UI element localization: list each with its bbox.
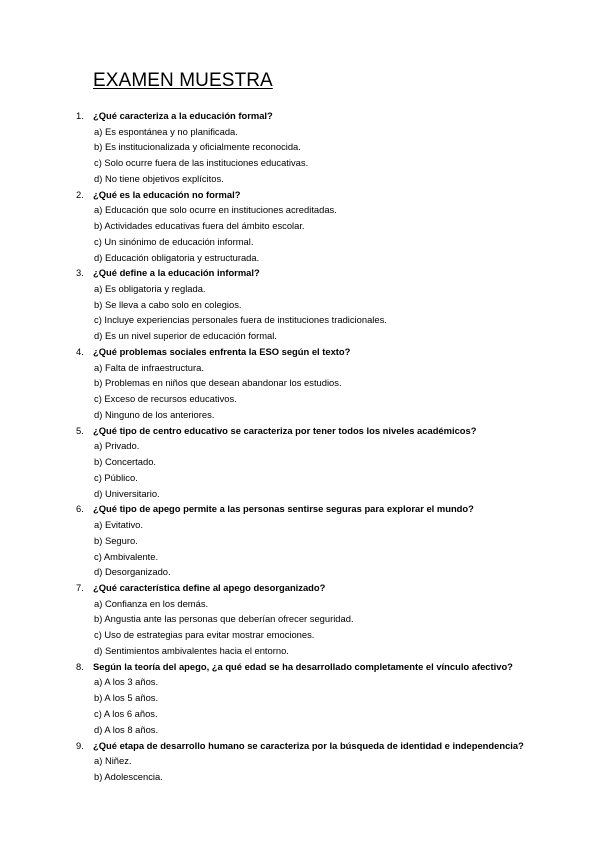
question-item (0, 580, 600, 596)
answer-option (0, 218, 600, 234)
question-number: 5. (76, 424, 84, 436)
answer-option-text: c) Un sinónimo de educación informal. (94, 235, 254, 247)
answer-option (0, 281, 600, 297)
question-item (0, 501, 600, 517)
question-number: 9. (76, 739, 84, 751)
answer-option-text: a) Evitativo. (94, 518, 143, 530)
answer-option-text: b) Seguro. (94, 534, 138, 546)
answer-option (0, 234, 600, 250)
answer-option-text: b) Adolescencia. (94, 770, 163, 782)
answer-option (0, 155, 600, 171)
answer-option-text: c) Público. (94, 471, 138, 483)
question-item (0, 265, 600, 281)
answer-option (0, 312, 600, 328)
answer-option (0, 375, 600, 391)
answer-option (0, 643, 600, 659)
answer-option-text: d) No tiene objetivos explícitos. (94, 172, 224, 184)
answer-option (0, 360, 600, 376)
answer-option (0, 139, 600, 155)
question-text: ¿Qué tipo de centro educativo se caracteriza por tener todos los niveles académicos? (93, 424, 477, 436)
question-number: 1. (76, 110, 84, 121)
answer-option-text: c) Solo ocurre fuera de las instituciones educativas. (94, 157, 309, 169)
answer-option-text: a) Es obligatoria y reglada. (94, 282, 206, 294)
question-item (0, 738, 600, 754)
answer-option-text: b) Concertado. (94, 456, 157, 468)
answer-option (0, 202, 600, 218)
question-list (0, 108, 600, 785)
question-text: ¿Qué tipo de apego permite a las personas sentirse seguras para explorar el mundo? (93, 503, 474, 515)
answer-option-text: d) Desorganizado. (94, 566, 171, 578)
answer-option-text: d) Sentimientos ambivalentes hacia el entorno. (94, 645, 289, 657)
answer-option-text: d) A los 8 años. (94, 723, 159, 735)
answer-option (0, 564, 600, 580)
question-item (0, 659, 600, 675)
answer-option-text: d) Educación obligatoria y estructurada. (94, 251, 260, 263)
answer-option (0, 517, 600, 533)
answer-option (0, 549, 600, 565)
question-text: ¿Qué etapa de desarrollo humano se caracteriza por la búsqueda de identidad e independencia? (93, 739, 524, 751)
answer-option (0, 627, 600, 643)
question-text: ¿Qué es la educación no formal? (93, 188, 241, 200)
question-text: ¿Qué define a la educación informal? (93, 267, 260, 279)
question-block (0, 501, 600, 580)
answer-option-text: b) A los 5 años. (94, 692, 159, 704)
answer-option-text: c) A los 6 años. (94, 707, 158, 719)
question-item (0, 108, 600, 124)
answer-option-text: b) Se lleva a cabo solo en colegios. (94, 298, 242, 310)
question-number: 4. (76, 346, 84, 358)
question-block (0, 423, 600, 502)
answer-option-text: a) Es espontánea y no planificada. (94, 125, 238, 137)
question-text: Según la teoría del apego, ¿a qué edad se ha desarrollado completamente el vínculo afectivo? (93, 660, 513, 672)
answer-option (0, 722, 600, 738)
question-block (0, 187, 600, 266)
answer-option-text: d) Es un nivel superior de educación formal. (94, 330, 277, 342)
answer-option-text: d) Ninguno de los anteriores. (94, 408, 215, 420)
question-item (0, 423, 600, 439)
answer-option-text: b) Angustia ante las personas que deberían ofrecer seguridad. (94, 613, 354, 625)
answer-option-text: a) Niñez. (94, 755, 132, 766)
answer-option-text: b) Problemas en niños que desean abandonar los estudios. (94, 377, 342, 389)
question-number: 7. (76, 582, 84, 594)
answer-option (0, 769, 600, 785)
question-block (0, 108, 600, 187)
answer-option-text: c) Incluye experiencias personales fuera de instituciones tradicionales. (94, 314, 387, 326)
question-block (0, 659, 600, 738)
question-number: 3. (76, 267, 84, 279)
question-text: ¿Qué problemas sociales enfrenta la ESO según el texto? (93, 346, 351, 358)
question-number: 8. (76, 660, 84, 672)
answer-option-text: d) Universitario. (94, 487, 160, 499)
question-block (0, 265, 600, 344)
answer-option-text: a) Privado. (94, 440, 140, 452)
answer-option-text: c) Exceso de recursos educativos. (94, 393, 237, 405)
answer-option (0, 470, 600, 486)
answer-option (0, 690, 600, 706)
answer-option (0, 753, 600, 769)
question-item (0, 344, 600, 360)
answer-option (0, 454, 600, 470)
answer-option-text: b) Actividades educativas fuera del ámbito escolar. (94, 219, 305, 231)
answer-option (0, 533, 600, 549)
question-block (0, 738, 600, 785)
page-title: EXAMEN MUESTRA (93, 70, 273, 91)
answer-option-text: c) Uso de estrategias para evitar mostrar emociones. (94, 629, 315, 641)
answer-option (0, 171, 600, 187)
answer-option-text: a) Falta de infraestructura. (94, 361, 204, 373)
question-number: 2. (76, 188, 84, 200)
question-block (0, 344, 600, 423)
answer-option-text: b) Es institucionalizada y oficialmente reconocida. (94, 141, 301, 153)
answer-option (0, 407, 600, 423)
answer-option (0, 596, 600, 612)
answer-option (0, 124, 600, 140)
answer-option-text: a) A los 3 años. (94, 676, 159, 688)
question-number: 6. (76, 503, 84, 515)
answer-option (0, 328, 600, 344)
question-block (0, 580, 600, 659)
question-item (0, 187, 600, 203)
question-text: ¿Qué característica define al apego desorganizado? (93, 582, 326, 594)
answer-option (0, 706, 600, 722)
answer-option-text: a) Confianza en los demás. (94, 597, 209, 609)
answer-option-text: c) Ambivalente. (94, 550, 159, 562)
answer-option (0, 391, 600, 407)
answer-option-text: a) Educación que solo ocurre en instituciones acreditadas. (94, 204, 337, 216)
answer-option (0, 486, 600, 502)
answer-option (0, 297, 600, 313)
answer-option (0, 250, 600, 266)
answer-option (0, 611, 600, 627)
answer-option (0, 674, 600, 690)
question-text: ¿Qué caracteriza a la educación formal? (93, 110, 273, 121)
answer-option (0, 438, 600, 454)
